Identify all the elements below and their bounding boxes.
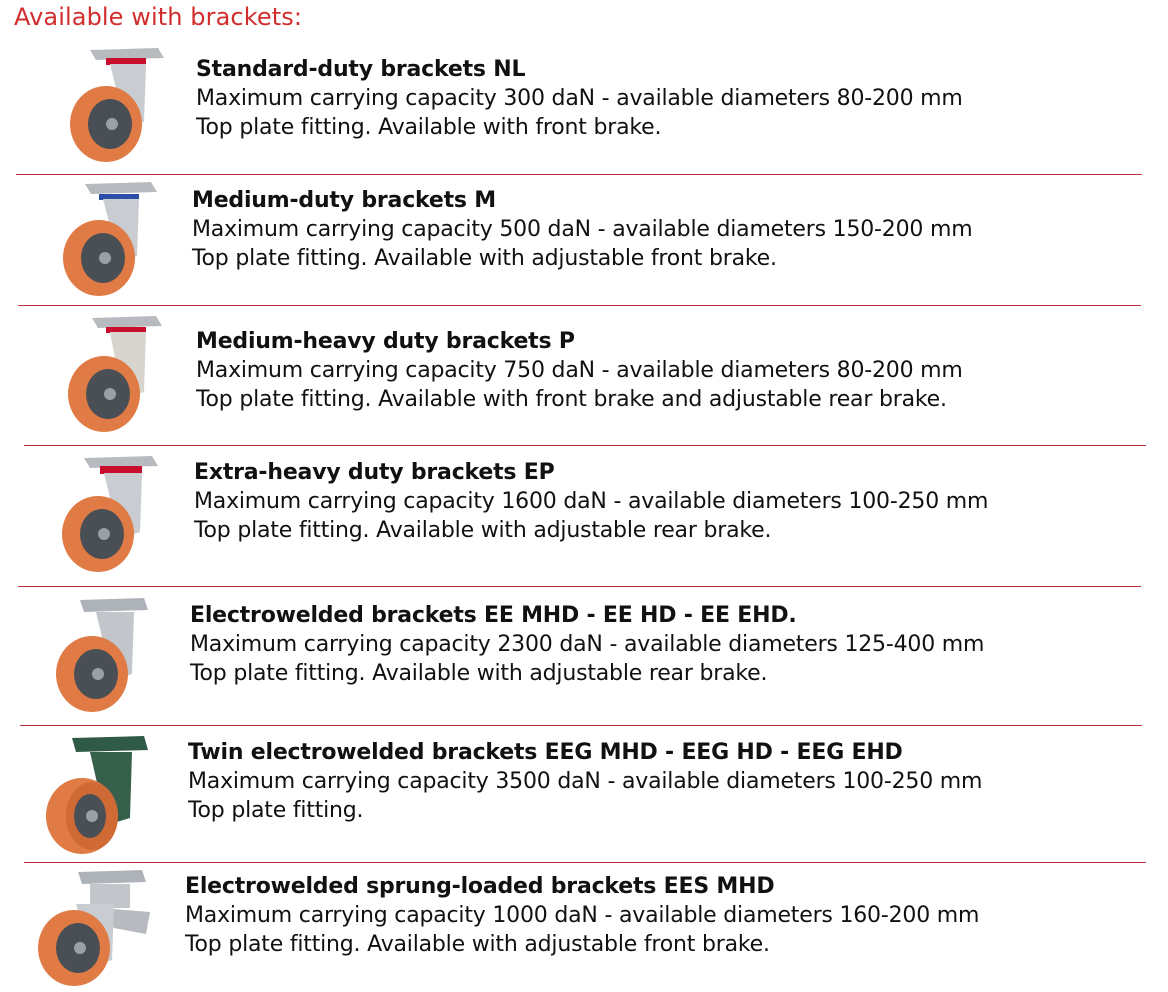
bracket-capacity: Maximum carrying capacity 2300 daN - available diameters 125-400 mm: [190, 632, 985, 657]
bracket-fitting: Top plate fitting. Available with adjustable front brake.: [185, 932, 770, 957]
separator-line: [20, 725, 1142, 726]
bracket-item-ees: [0, 866, 1168, 992]
bracket-name: Medium-heavy duty brackets P: [196, 329, 575, 354]
bracket-fitting: Top plate fitting. Available with adjustable front brake.: [192, 246, 777, 271]
separator-line: [24, 862, 1146, 863]
bracket-fitting: Top plate fitting. Available with front brake.: [196, 115, 662, 140]
separator-line: [16, 174, 1142, 175]
bracket-item-m: [0, 178, 1168, 304]
bracket-item-eeg: [0, 732, 1168, 860]
separator-line: [18, 586, 1141, 587]
bracket-fitting: Top plate fitting. Available with adjustable rear brake.: [190, 661, 768, 686]
bracket-name: Standard-duty brackets NL: [196, 57, 526, 82]
bracket-fitting: Top plate fitting.: [188, 798, 364, 823]
separator-line: [18, 305, 1141, 306]
bracket-capacity: Maximum carrying capacity 750 daN - available diameters 80-200 mm: [196, 358, 963, 383]
bracket-fitting: Top plate fitting. Available with front brake and adjustable rear brake.: [196, 387, 947, 412]
bracket-item-ep: [0, 450, 1168, 582]
page-title: Available with brackets:: [14, 3, 303, 31]
bracket-name: Electrowelded sprung-loaded brackets EES MHD: [185, 874, 775, 899]
bracket-item-p: [0, 312, 1168, 442]
bracket-capacity: Maximum carrying capacity 1600 daN - available diameters 100-250 mm: [194, 489, 989, 514]
bracket-name: Electrowelded brackets EE MHD - EE HD - EE EHD.: [190, 603, 797, 628]
bracket-capacity: Maximum carrying capacity 300 daN - available diameters 80-200 mm: [196, 86, 963, 111]
separator-line: [24, 445, 1146, 446]
bracket-name: Twin electrowelded brackets EEG MHD - EEG HD - EEG EHD: [188, 740, 903, 765]
caster-wheel-ee-image: [48, 596, 158, 712]
bracket-fitting: Top plate fitting. Available with adjustable rear brake.: [194, 518, 772, 543]
bracket-item-ee: [0, 592, 1168, 722]
caster-wheel-nl-image: [60, 44, 170, 162]
caster-wheel-p-image: [58, 314, 168, 432]
bracket-name: Medium-duty brackets M: [192, 188, 496, 213]
bracket-item-nl: [0, 44, 1168, 174]
caster-wheel-ees-image: [30, 868, 158, 988]
bracket-capacity: Maximum carrying capacity 500 daN - available diameters 150-200 mm: [192, 217, 973, 242]
bracket-capacity: Maximum carrying capacity 3500 daN - available diameters 100-250 mm: [188, 769, 983, 794]
bracket-capacity: Maximum carrying capacity 1000 daN - available diameters 160-200 mm: [185, 903, 980, 928]
caster-wheel-m-image: [55, 180, 165, 296]
bracket-name: Extra-heavy duty brackets EP: [194, 460, 555, 485]
caster-wheel-eeg-image: [38, 732, 152, 856]
caster-wheel-ep-image: [52, 452, 164, 572]
